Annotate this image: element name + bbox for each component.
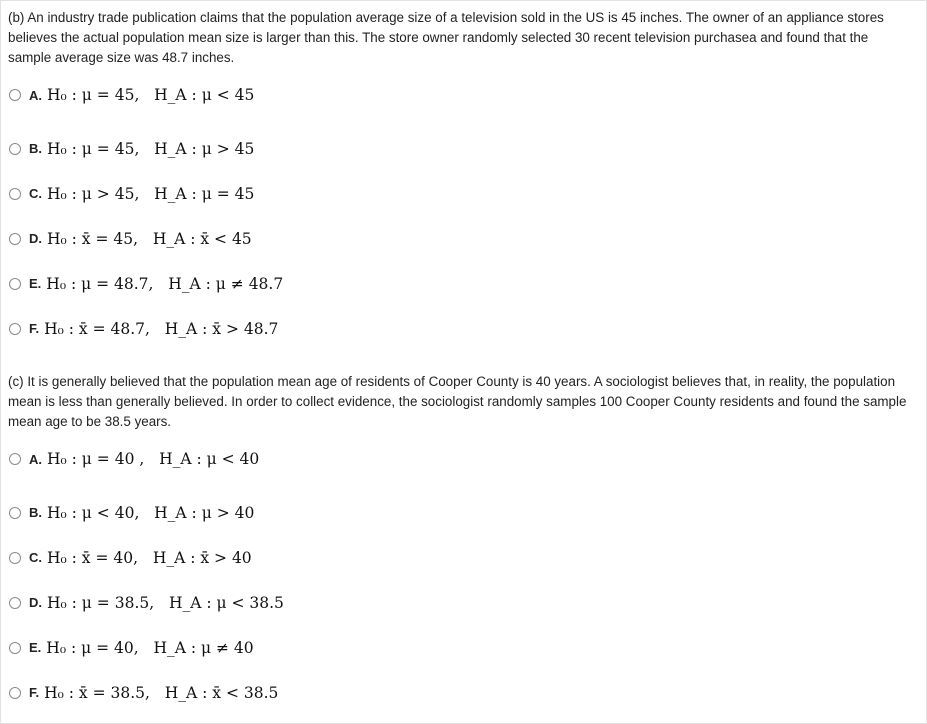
option-letter: F. xyxy=(29,685,40,700)
option-hypothesis: H₀ : μ = 45, H_A : μ < 45 xyxy=(47,86,255,104)
option-letter: C. xyxy=(29,550,42,565)
radio-button[interactable] xyxy=(9,642,21,654)
option-hypothesis: H₀ : x̄ = 40, H_A : x̄ > 40 xyxy=(47,548,252,567)
option-b-a[interactable] xyxy=(8,81,913,109)
option-letter: D. xyxy=(29,595,42,610)
option-b-f[interactable] xyxy=(8,306,913,351)
radio-button[interactable] xyxy=(9,89,21,101)
radio-button[interactable] xyxy=(9,278,21,290)
radio-button[interactable] xyxy=(9,453,21,465)
option-letter: B. xyxy=(29,505,42,520)
radio-button[interactable] xyxy=(9,233,21,245)
radio-button[interactable] xyxy=(9,323,21,335)
option-c-a[interactable] xyxy=(8,445,913,473)
radio-button[interactable] xyxy=(9,597,21,609)
option-letter: A. xyxy=(29,87,42,103)
option-hypothesis: H₀ : x̄ = 48.7, H_A : x̄ > 48.7 xyxy=(44,319,279,338)
option-letter: D. xyxy=(29,231,42,246)
option-b-b[interactable] xyxy=(8,126,913,171)
option-letter: B. xyxy=(29,141,42,156)
option-hypothesis: H₀ : μ = 38.5, H_A : μ < 38.5 xyxy=(47,593,284,612)
option-b-c[interactable] xyxy=(8,171,913,216)
option-b-d[interactable] xyxy=(8,216,913,261)
option-c-c[interactable] xyxy=(8,535,913,580)
option-letter: F. xyxy=(29,321,40,336)
question-b-options xyxy=(8,81,913,351)
option-hypothesis: H₀ : x̄ = 38.5, H_A : x̄ < 38.5 xyxy=(44,683,279,702)
option-b-e[interactable] xyxy=(8,261,913,306)
radio-button[interactable] xyxy=(9,143,21,155)
option-hypothesis: H₀ : μ < 40, H_A : μ > 40 xyxy=(47,503,255,522)
option-c-d[interactable] xyxy=(8,580,913,625)
option-hypothesis: H₀ : μ = 45, H_A : μ > 45 xyxy=(47,139,255,158)
radio-button[interactable] xyxy=(9,552,21,564)
option-letter: E. xyxy=(29,640,42,655)
option-hypothesis: H₀ : μ = 48.7, H_A : μ ≠ 48.7 xyxy=(46,274,284,293)
question-c-prompt: (c) It is generally believed that the population mean age of residents of Cooper County is 40 years. A sociologist believes that, in reality, the population mean is less than generally believed. In order to collect evidence, the sociologist randomly samples 100 Cooper County residents and found the sample mean age to be 38.5 years. xyxy=(8,374,907,429)
option-hypothesis: H₀ : μ = 40, H_A : μ ≠ 40 xyxy=(46,638,254,657)
question-b xyxy=(8,8,913,351)
option-letter: E. xyxy=(29,276,42,291)
option-hypothesis: H₀ : x̄ = 45, H_A : x̄ < 45 xyxy=(47,229,252,248)
option-hypothesis: H₀ : μ > 45, H_A : μ = 45 xyxy=(47,184,255,203)
option-letter: A. xyxy=(29,451,42,467)
radio-button[interactable] xyxy=(9,188,21,200)
option-c-b[interactable] xyxy=(8,490,913,535)
option-c-e[interactable] xyxy=(8,625,913,670)
radio-button[interactable] xyxy=(9,507,21,519)
question-c xyxy=(8,372,913,715)
option-letter: C. xyxy=(29,186,42,201)
option-c-f[interactable] xyxy=(8,670,913,715)
option-hypothesis: H₀ : μ = 40 , H_A : μ < 40 xyxy=(47,450,260,468)
radio-button[interactable] xyxy=(9,687,21,699)
question-b-prompt: (b) An industry trade publication claims that the population average size of a television sold in the US is 45 inches. The owner of an appliance stores believes the actual population mean size is larger than this. The store owner randomly selected 30 recent television purchasea and found that the sample average size was 48.7 inches. xyxy=(8,10,884,65)
question-c-options xyxy=(8,445,913,715)
